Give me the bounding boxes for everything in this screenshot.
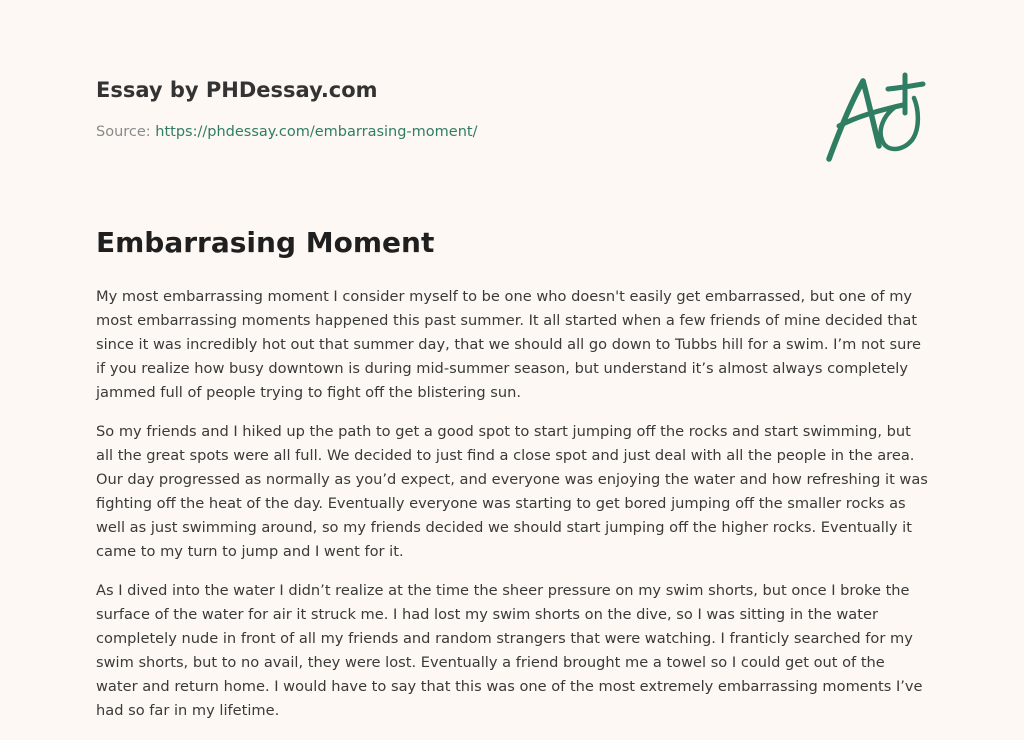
essay-paragraph: As I dived into the water I didn’t realize at the time the sheer pressure on my swim shorts, but once I broke the surface of the water for air it struck me. I had lost my swim shorts on the dive, so I was sitting in the water completely nude in front of all my friends and random strangers that were watching. I franticly searched for my swim shorts, but to no avail, they were lost. Eventually a friend brought me a towel so I could get out of the water and return home. I would have to say that this was one of the most extremely embarrassing moments I’ve had so far in my lifetime. [96, 581, 923, 719]
essay-paragraph: My most embarrassing moment I consider myself to be one who doesn't easily get embarrassed, but one of my most embarrassing moments happened this past summer. It all started when a few friends of mine decided that since it was incredibly hot out that summer day, that we should all go down to Tubbs hill for a swim. I’m not sure if you realize how busy downtown is during mid-summer season, but understand it’s almost always completely jammed full of people trying to fight off the blistering sun. [96, 288, 921, 401]
essay-page [96, 0, 928, 740]
source-link[interactable]: https://phdessay.com/embarrasing-moment/ [155, 124, 478, 140]
page-header [96, 0, 928, 180]
a-plus-grade-icon [821, 68, 926, 164]
site-brand: Essay by PHDessay.com [96, 78, 378, 102]
essay-paragraph: So my friends and I hiked up the path to get a good spot to start jumping off the rocks and start swimming, but all the great spots were all full. We decided to just find a close spot and just deal with all the people in the area. Our day progressed as normally as you’d expect, and everyone was enjoying the water and how refreshing it was fighting off the heat of the day. Eventually everyone was starting to get bored jumping off the smaller rocks as well as just swimming around, so my friends decided we should start jumping off the higher rocks. Eventually it came to my turn to jump and I went for it. [96, 423, 928, 560]
essay-body [96, 285, 928, 738]
source-label: Source: [96, 124, 151, 140]
source-line [96, 124, 477, 140]
essay-title: Embarrasing Moment [96, 226, 435, 259]
